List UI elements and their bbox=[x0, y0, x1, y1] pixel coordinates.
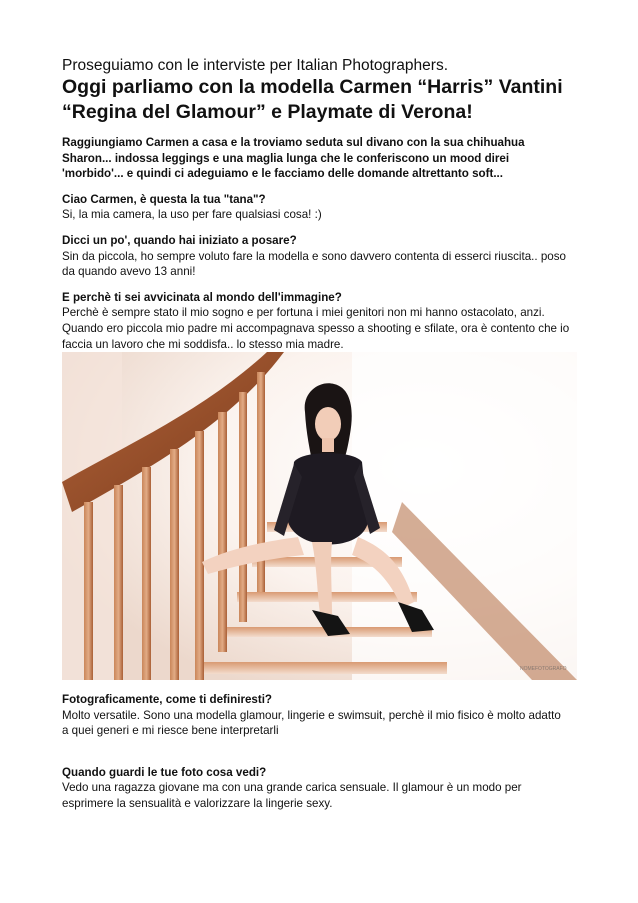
question: Dicci un po', quando hai iniziato a posare? bbox=[62, 233, 297, 247]
lead-line: Raggiungiamo Carmen a casa e la troviamo seduta sul divano con la sua chihuahua bbox=[62, 136, 525, 149]
lead-line: 'morbido'... e quindi ci adeguiamo e le facciamo delle domande altrettanto soft... bbox=[62, 167, 503, 181]
answer-line: Sin da piccola, ho sempre voluto fare la modella e sono davvero contenta di esserci riuscita.. poso bbox=[62, 249, 566, 263]
title-line-2: “Regina del Glamour” e Playmate di Verona! bbox=[62, 101, 473, 123]
qa-block bbox=[62, 765, 582, 812]
title-line-1: Oggi parliamo con la modella Carmen “Harris” Vantini bbox=[62, 76, 563, 98]
lead-paragraph bbox=[62, 135, 582, 182]
intro-line: Proseguiamo con le interviste per Italian Photographers. bbox=[62, 57, 448, 74]
answer-line: a quei generi e mi riesce bene interpretarli bbox=[62, 724, 279, 738]
lead-line: Sharon... indossa leggings e una maglia lunga che le conferiscono un mood direi bbox=[62, 151, 510, 165]
answer-line: Vedo una ragazza giovane ma con una grande carica sensuale. Il glamour è un modo per bbox=[62, 781, 522, 795]
answer-line: esprimere la sensualità e valorizzare la lingerie sexy. bbox=[62, 796, 333, 810]
question: Fotograficamente, come ti definiresti? bbox=[62, 693, 273, 706]
qa-block bbox=[62, 692, 582, 739]
answer-line: faccia un lavoro che mi soddisfa.. lo stesso mia madre. bbox=[62, 337, 344, 351]
question: Quando guardi le tue foto cosa vedi? bbox=[62, 765, 267, 779]
photo-watermark: NOMEFOTOGRAFO bbox=[520, 666, 567, 672]
answer-line: Si, la mia camera, la uso per fare qualsiasi cosa! :) bbox=[62, 208, 322, 222]
question: Ciao Carmen, è questa la tua "tana"? bbox=[62, 192, 266, 206]
article-top bbox=[62, 56, 582, 352]
article-photo bbox=[62, 352, 577, 680]
qa-block bbox=[62, 192, 582, 223]
answer-line: Quando ero piccola mio padre mi accompagnava spesso a shooting e sfilate, ora è contento che io bbox=[62, 321, 570, 335]
photo-model-on-staircase bbox=[62, 352, 577, 680]
answer-line: da quando avevo 13 anni! bbox=[62, 265, 196, 279]
answer-line: Molto versatile. Sono una modella glamour, lingerie e swimsuit, perchè il mio fisico è molto adatto bbox=[62, 708, 561, 722]
qa-block bbox=[62, 233, 582, 280]
qa-block bbox=[62, 290, 582, 352]
question: E perchè ti sei avvicinata al mondo dell'immagine? bbox=[62, 290, 342, 304]
answer-line: Perchè è sempre stato il mio sogno e per fortuna i miei genitori non mi hanno ostacolato, anzi. bbox=[62, 306, 545, 320]
article-bottom bbox=[62, 692, 582, 812]
